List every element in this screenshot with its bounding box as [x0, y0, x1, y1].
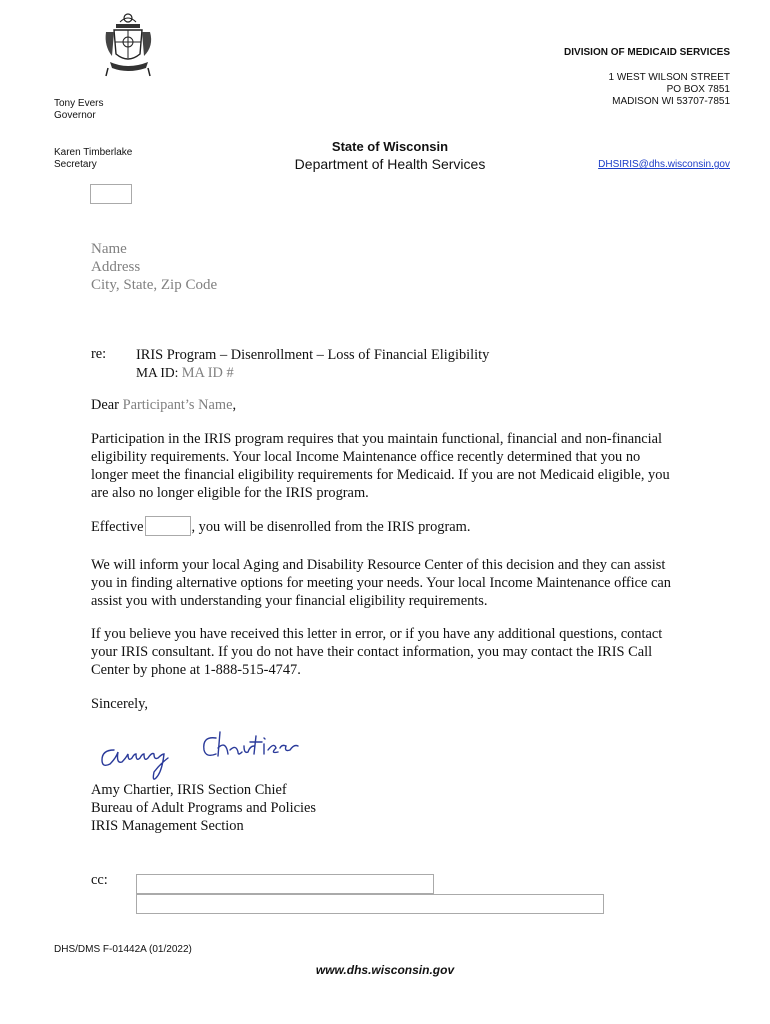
email-link[interactable]: DHSIRIS@dhs.wisconsin.gov: [598, 159, 730, 170]
form-number: DHS/DMS F-01442A (01/2022): [54, 944, 192, 955]
salutation-comma: ,: [232, 397, 237, 413]
state-seal-icon: [102, 10, 166, 78]
ma-id-field[interactable]: MA ID #: [181, 365, 234, 381]
signer-block: [91, 781, 691, 835]
cc-field-1[interactable]: [136, 874, 434, 894]
agency-heading: [250, 139, 530, 173]
re-subject-block: [136, 346, 489, 382]
secretary-title: Secretary: [54, 159, 97, 170]
signer-section: IRIS Management Section: [91, 818, 244, 834]
dear-word: Dear: [91, 397, 119, 413]
cc-label: cc:: [91, 872, 108, 888]
paragraph-contact: If you believe you have received this letter in error, or if you have any additional questions, contact your IRIS consultant. If you do not have their contact information, you may contact the IRIS Call Center by phone at 1-888-515-4747.: [91, 626, 663, 678]
mailing-address: [609, 72, 731, 108]
division-name: DIVISION OF MEDICAID SERVICES: [564, 47, 730, 58]
salutation: [91, 396, 691, 414]
effective-prefix: Effective: [91, 519, 144, 535]
ma-id-line: [136, 364, 489, 382]
closing-sincerely: Sincerely,: [91, 696, 149, 712]
ma-id-label: MA ID:: [136, 365, 179, 380]
re-label: re:: [91, 346, 107, 362]
governor-block: [54, 98, 103, 122]
signer-name-title: Amy Chartier, IRIS Section Chief: [91, 782, 287, 798]
address-line: MADISON WI 53707-7851: [612, 96, 730, 107]
recipient-address[interactable]: Address: [91, 259, 141, 275]
address-line: PO BOX 7851: [666, 84, 730, 95]
cc-field-2[interactable]: [136, 894, 604, 914]
signer-bureau: Bureau of Adult Programs and Policies: [91, 800, 317, 816]
department-name: Department of Health Services: [294, 156, 486, 172]
recipient-name[interactable]: Name: [91, 241, 127, 257]
governor-title: Governor: [54, 110, 96, 121]
secretary-block: [54, 147, 132, 171]
signature-image: [98, 728, 318, 782]
footer-website: www.dhs.wisconsin.gov: [315, 963, 455, 977]
re-subject: IRIS Program – Disenrollment – Loss of Financial Eligibility: [136, 347, 490, 363]
governor-name: Tony Evers: [54, 98, 104, 109]
address-line: 1 WEST WILSON STREET: [608, 72, 730, 83]
state-name: State of Wisconsin: [331, 139, 449, 154]
participant-name-field[interactable]: Participant’s Name: [122, 397, 233, 413]
secretary-name: Karen Timberlake: [54, 147, 133, 158]
date-field[interactable]: [90, 184, 132, 204]
effective-suffix: , you will be disenrolled from the IRIS program.: [191, 519, 471, 535]
effective-date-field[interactable]: [145, 516, 191, 536]
paragraph-eligibility: Participation in the IRIS program requires that you maintain functional, financial and non-financial eligibility requirements. Your local Income Maintenance office recently determined that you no longer meet the financial eligibility requirements for Medicaid. If you are not Medicaid eligible, you are also no longer eligible for the IRIS program.: [91, 431, 670, 501]
recipient-city-state-zip[interactable]: City, State, Zip Code: [91, 277, 218, 293]
recipient-address-block: [91, 240, 217, 294]
paragraph-adrc: We will inform your local Aging and Disability Resource Center of this decision and they can assist you in finding alternative options for meeting your needs. Your local Income Maintenance office can assist you with understanding your financial eligibility requirements.: [91, 557, 671, 609]
effective-line: [91, 516, 691, 536]
